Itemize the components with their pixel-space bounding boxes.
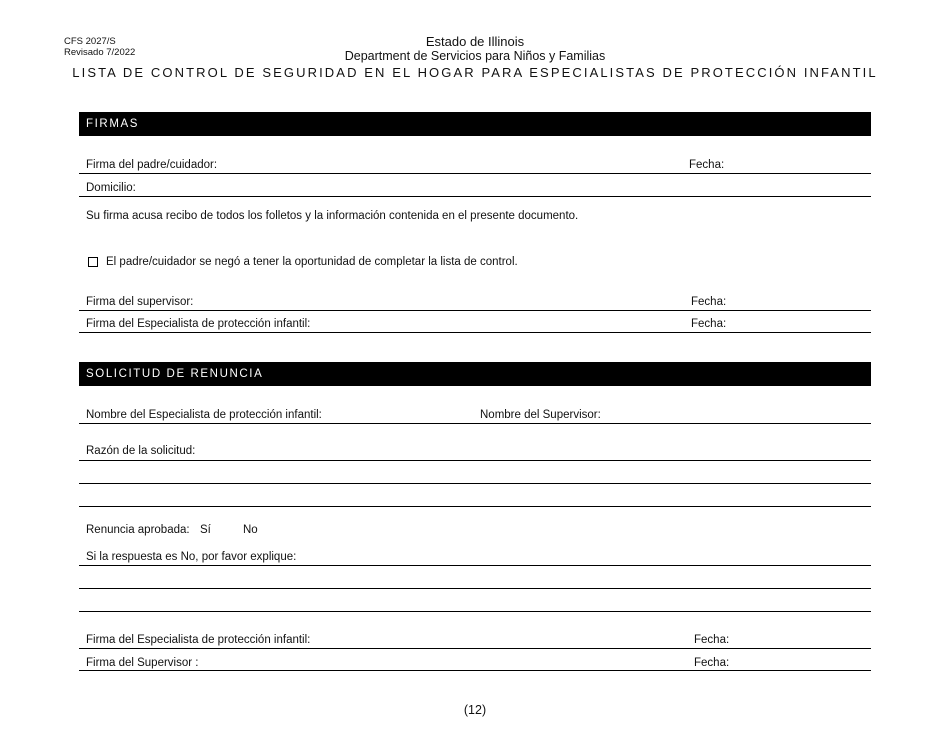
supervisor-signature-label: Firma del supervisor: (86, 296, 194, 308)
state-name: Estado de Illinois (425, 34, 525, 49)
supervisor-signature-line[interactable] (79, 310, 871, 311)
names-line[interactable] (79, 423, 871, 424)
renuncia-supervisor-date-label: Fecha: (694, 657, 730, 669)
explain-line-1[interactable] (79, 565, 871, 566)
reason-line-1[interactable] (79, 460, 871, 461)
section-renuncia-header: SOLICITUD DE RENUNCIA (79, 362, 871, 386)
waiver-approved-yes[interactable]: Sí (200, 524, 211, 536)
renuncia-specialist-signature-label: Firma del Especialista de protección infantil: (86, 634, 311, 646)
renuncia-supervisor-signature-line[interactable] (79, 670, 871, 671)
waiver-approved-no[interactable]: No (243, 524, 258, 536)
department-name: Department de Servicios para Niños y Familias (344, 49, 606, 63)
reason-label: Razón de la solicitud: (86, 445, 196, 457)
acknowledgement-text: Su firma acusa recibo de todos los folletos y la información contenida en el presente documento. (86, 210, 579, 222)
supervisor-signature-date-label: Fecha: (691, 296, 727, 308)
specialist-name-label: Nombre del Especialista de protección infantil: (86, 409, 322, 421)
renuncia-specialist-signature-line[interactable] (79, 648, 871, 649)
parent-signature-label: Firma del padre/cuidador: (86, 159, 218, 171)
form-code: CFS 2027/S (64, 36, 116, 47)
reason-line-3[interactable] (79, 506, 871, 507)
explain-label: Si la respuesta es No, por favor explique: (86, 551, 297, 563)
specialist-signature-date-label: Fecha: (691, 318, 727, 330)
section-firmas-header: FIRMAS (79, 112, 871, 136)
specialist-signature-line[interactable] (79, 332, 871, 333)
renuncia-specialist-date-label: Fecha: (694, 634, 730, 646)
reason-line-2[interactable] (79, 483, 871, 484)
document-title: LISTA DE CONTROL DE SEGURIDAD EN EL HOGAR PARA ESPECIALISTAS DE PROTECCIÓN INFANTIL (72, 65, 878, 80)
renuncia-supervisor-signature-label: Firma del Supervisor : (86, 657, 199, 669)
refused-checkbox-label: El padre/cuidador se negó a tener la oportunidad de completar la lista de control. (106, 256, 518, 268)
address-label: Domicilio: (86, 182, 136, 194)
address-line[interactable] (79, 196, 871, 197)
explain-line-3[interactable] (79, 611, 871, 612)
waiver-approved-label: Renuncia aprobada: (86, 524, 190, 536)
form-revision: Revisado 7/2022 (64, 47, 136, 58)
page-number: (12) (463, 703, 487, 717)
supervisor-name-label: Nombre del Supervisor: (480, 409, 601, 421)
refused-checkbox[interactable] (88, 257, 98, 267)
parent-signature-line[interactable] (79, 173, 871, 174)
parent-signature-date-label: Fecha: (689, 159, 725, 171)
specialist-signature-label: Firma del Especialista de protección infantil: (86, 318, 311, 330)
explain-line-2[interactable] (79, 588, 871, 589)
